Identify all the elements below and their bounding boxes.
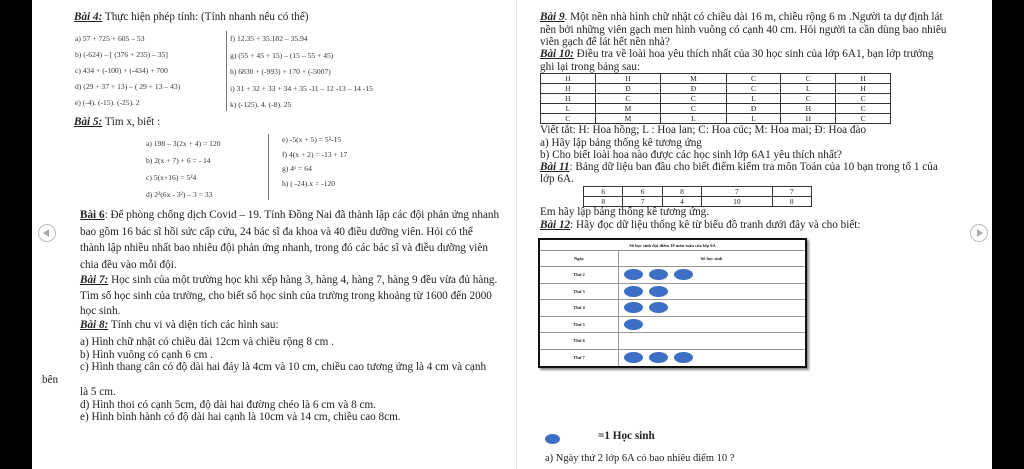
exercise-4-item: b) (-624) – [ (376 + 235) – 35] [75,50,168,59]
student-icon [649,302,668,313]
table-cell: C [836,94,891,104]
exercise-9-line: viên gạch để lát hết nền nhà? [540,36,670,48]
table-cell: C [836,114,891,124]
column-divider [226,31,227,111]
pictograph-chart [538,238,807,368]
table-cell: 6 [623,187,662,197]
exercise-text: . Một nền nhà hình chữ nhật có chiều dài 16 m, chiều rộng 6 m .Người ta dự định lát [564,11,943,23]
exercise-5-item: e) -5(x + 5) = 5²-15 [282,135,342,144]
exercise-8-line: e) Hình bình hành có độ dài hai cạnh là 10cm và 14 cm, chiều cao 8cm. [80,411,401,423]
student-icon [674,269,693,280]
table-row [541,104,891,114]
table-cell: C [661,94,726,104]
table-cell: M [661,74,726,84]
exercise-10-line: a) Hãy lập bảng thống kê tương ứng [540,136,702,149]
prev-page-button[interactable] [38,224,56,242]
flower-survey-table [540,73,891,124]
table-cell: C [661,104,726,114]
table-cell: 4 [662,197,701,207]
table-cell: C [726,84,781,94]
table-cell: L [726,114,781,124]
table-cell: C [595,94,660,104]
exercise-5-item: h) ( -24).x = -120 [282,178,335,188]
exercise-text: Thực hiện phép tính: (Tính nhanh nếu có thể) [102,11,309,23]
exercise-8-line: d) Hình thoi có cạnh 5cm, độ dài hai đường chéo là 6 cm và 8 cm. [80,399,376,411]
exercise-8-line: a) Hình chữ nhật có chiều dài 12cm và chiều rộng 8 cm . [80,336,334,348]
chevron-left-icon [43,229,49,237]
table-row [541,114,891,124]
exercise-5-item: a) 198 – 3(2x + 4) = 120 [146,139,221,148]
table-cell: 8 [584,197,623,207]
table-cell: H [781,104,836,114]
table-cell: C [726,74,781,84]
exercise-5-item: b) 2(x + 7) + 6 = - 14 [146,156,211,165]
table-cell: C [781,94,836,104]
exercise-9-line [540,11,943,23]
student-icon [624,319,643,330]
exercise-5-item: f) 4(x + 2) = -13 + 17 [282,149,348,159]
exercise-label: Bài 8: [80,319,109,331]
table-cell: 7 [623,197,662,207]
row-line [540,266,805,267]
exercise-4-item: f) 12.35 + 35.182 – 35.94 [230,34,308,43]
exercise-label: Bài 11 [540,161,570,173]
exercise-4-item: d) (29 + 37 + 13) – ( 29 + 13 – 43) [75,82,181,91]
row-line [540,283,805,284]
exercise-8-line: là 5 cm. [80,386,116,398]
exercise-text: Điều tra về loài hoa yêu thích nhất của 30 học sinh của lớp 6A1, bạn lớp trưởng [573,48,934,60]
page-divider [516,0,517,469]
table-cell: 8 [662,187,701,197]
row-day-label: Thứ 7 [573,354,585,360]
exercise-label: Bài 5: [74,116,103,128]
table-cell: Đ [726,104,781,114]
student-icon [624,352,643,363]
exercise-7-line: Tìm số học sinh của trường, cho biết số học sinh của trường trong khoảng từ 1600 đến 2000 [80,289,492,302]
row-line [540,332,805,333]
table-cell: H [541,84,596,94]
exercise-6-line: chia đều vào mỗi đội. [80,258,177,271]
chart-title: Số học sinh đạt điểm 10 môn toán của lớp 6A [629,243,716,248]
exercise-5-item: c) 5(x+16) = 5²4 [146,173,197,182]
exercise-8-line: bên [42,374,59,386]
exercise-11-line: lớp 6A. [540,173,574,185]
exercise-5-heading [74,116,160,128]
exercise-12-question-a: a) Ngày thứ 2 lớp 6A có bao nhiêu điểm 10 ? [545,453,735,464]
table-cell: H [836,74,891,84]
exercise-text: : Để phòng chống dịch Covid – 19. Tỉnh Đồng Nai đã thành lập các đội phản ứng nhanh [104,209,500,221]
exercise-6-line [80,209,499,221]
exercise-label: Bài 7: [80,274,109,286]
chevron-right-icon [977,229,983,237]
exercise-4-item: k) (-125). 4. (-8). 25 [230,100,292,109]
exercise-text: Tìm x, biết : [102,116,161,128]
student-icon [624,286,643,297]
exercise-8-line: c) Hình thang cân có độ dài hai đáy là 4cm và 10 cm, chiều cao tương ứng là 4 cm và cạnh [80,361,487,373]
exercise-10-line: ghi lại trong bảng sau: [540,60,641,73]
exercise-11-line [540,161,938,173]
exercise-text: : Hãy đọc dữ liệu thống kê từ biểu đồ tranh dưới đây và cho biết: [570,219,861,231]
exercise-label: Bài 9 [540,11,565,23]
exercise-4-item: a) 57 + 725 + 605 – 53 [75,34,145,43]
table-cell: 10 [702,197,772,207]
exercise-label: Bài 12 [540,219,571,231]
table-cell: C [836,104,891,114]
table-cell: L [541,104,596,114]
exercise-10-line: Viết tắt: H: Hoa hồng; L : Hoa lan; C: Hoa cúc; M: Hoa mai; Đ: Hoa đào [540,124,867,136]
table-cell: Đ [661,84,726,94]
student-icon [649,269,668,280]
exercise-6-line: bao gồm 16 bác sĩ hồi sức cấp cứu, 24 bác sĩ đa khoa và 40 điều dưỡng viên. Hỏi có thể [80,225,473,238]
exercise-text: Tính chu vi và diện tích các hình sau: [108,319,279,331]
exercise-5-item: g) 4ˣ = 64 [282,164,312,173]
table-cell: C [541,114,596,124]
row-day-label: Thứ 5 [573,321,585,327]
table-cell: H [781,114,836,124]
table-row [541,74,891,84]
exercise-4-item: h) 6830 + (-993) + 170 + (-5007) [230,67,331,76]
table-row [541,94,891,104]
table-cell: M [595,104,660,114]
exercise-4-item: g) (55 + 45 + 15) – (15 – 55 + 45) [230,50,334,60]
column-header-day: Ngày [574,256,584,261]
row-line [540,250,805,251]
exercise-8-heading [80,319,279,331]
exercise-10-line: b) Cho biết loài hoa nào được các học sinh lớp 6A1 yêu thích nhất? [540,149,842,161]
column-header-count: Số học sinh [700,256,723,261]
exercise-label: Bài 4: [74,11,103,23]
student-icon [649,286,668,297]
legend-student-icon [545,434,560,444]
exercise-4-item: e) (-4). (-15). (-25). 2 [75,98,140,107]
table-cell: L [661,114,726,124]
table-cell: H [595,74,660,84]
exercise-4-heading [74,11,309,23]
table-cell: 7 [702,187,772,197]
table-row [584,197,812,207]
table-cell: M [595,114,660,124]
student-icon [624,269,643,280]
row-line [540,299,805,300]
exercise-label: Bài 6 [80,209,105,221]
exercise-label: Bài 10: [540,48,574,60]
exercise-text: Học sinh của một trường học khi xếp hàng 3, hàng 4, hàng 7, hàng 9 đều vừa đủ hàng. [108,274,498,286]
student-icon [674,352,693,363]
exercise-9-line: nền bởi những viên gạch men hình vuông có cạnh 40 cm. Hỏi người ta cần dùng bao nhiêu [540,23,947,36]
table-cell: C [781,74,836,84]
table-cell: L [781,84,836,94]
exercise-5-item: d) 2²(6x - 3²) – 3 = 33 [146,190,213,199]
table-cell: H [836,84,891,94]
row-day-label: Thứ 3 [573,288,585,294]
column-divider [268,134,269,200]
table-cell: Đ [595,84,660,94]
exercise-6-line: thành lập nhiều nhất bao nhiêu đội phản ứng nhanh, trong đó các bác sĩ và điều dưỡng viên [80,242,488,254]
exercise-7-line [80,274,497,286]
table-cell: 8 [772,197,811,207]
exercise-text: : Bảng dữ liệu ban đầu cho biết điểm kiểm tra môn Toán của 10 bạn trong tổ 1 của [569,161,938,173]
exercise-12-heading [540,219,861,231]
exercise-4-item: i) 31 + 32 + 33 + 34 + 35 -11 – 12 -13 – 14 -15 [230,83,373,93]
exercise-7-line: học sinh. [80,305,121,317]
table-cell: 7 [772,187,811,197]
exercise-11-instruction: Em hãy lập bảng thống kê tương ứng. [540,206,710,218]
table-cell: H [541,94,596,104]
table-cell: L [726,94,781,104]
student-icon [649,352,668,363]
document-viewer [32,0,992,469]
next-page-button[interactable] [970,224,988,242]
row-line [540,349,805,350]
row-line [540,316,805,317]
table-cell: 6 [584,187,623,197]
table-cell: H [541,74,596,84]
legend-text: =1 Học sinh [598,430,655,442]
score-table [583,186,812,207]
row-day-label: Thứ 4 [573,305,585,310]
table-row [584,187,812,197]
row-day-label: Thứ 2 [573,272,585,277]
exercise-10-line [540,48,934,60]
exercise-8-line: b) Hình vuông có cạnh 6 cm . [80,349,213,361]
row-day-label: Thứ 6 [573,338,585,343]
exercise-4-item: c) 434 + (-100) + (-434) + 700 [75,66,168,75]
student-icon [624,302,643,313]
table-row [541,84,891,94]
